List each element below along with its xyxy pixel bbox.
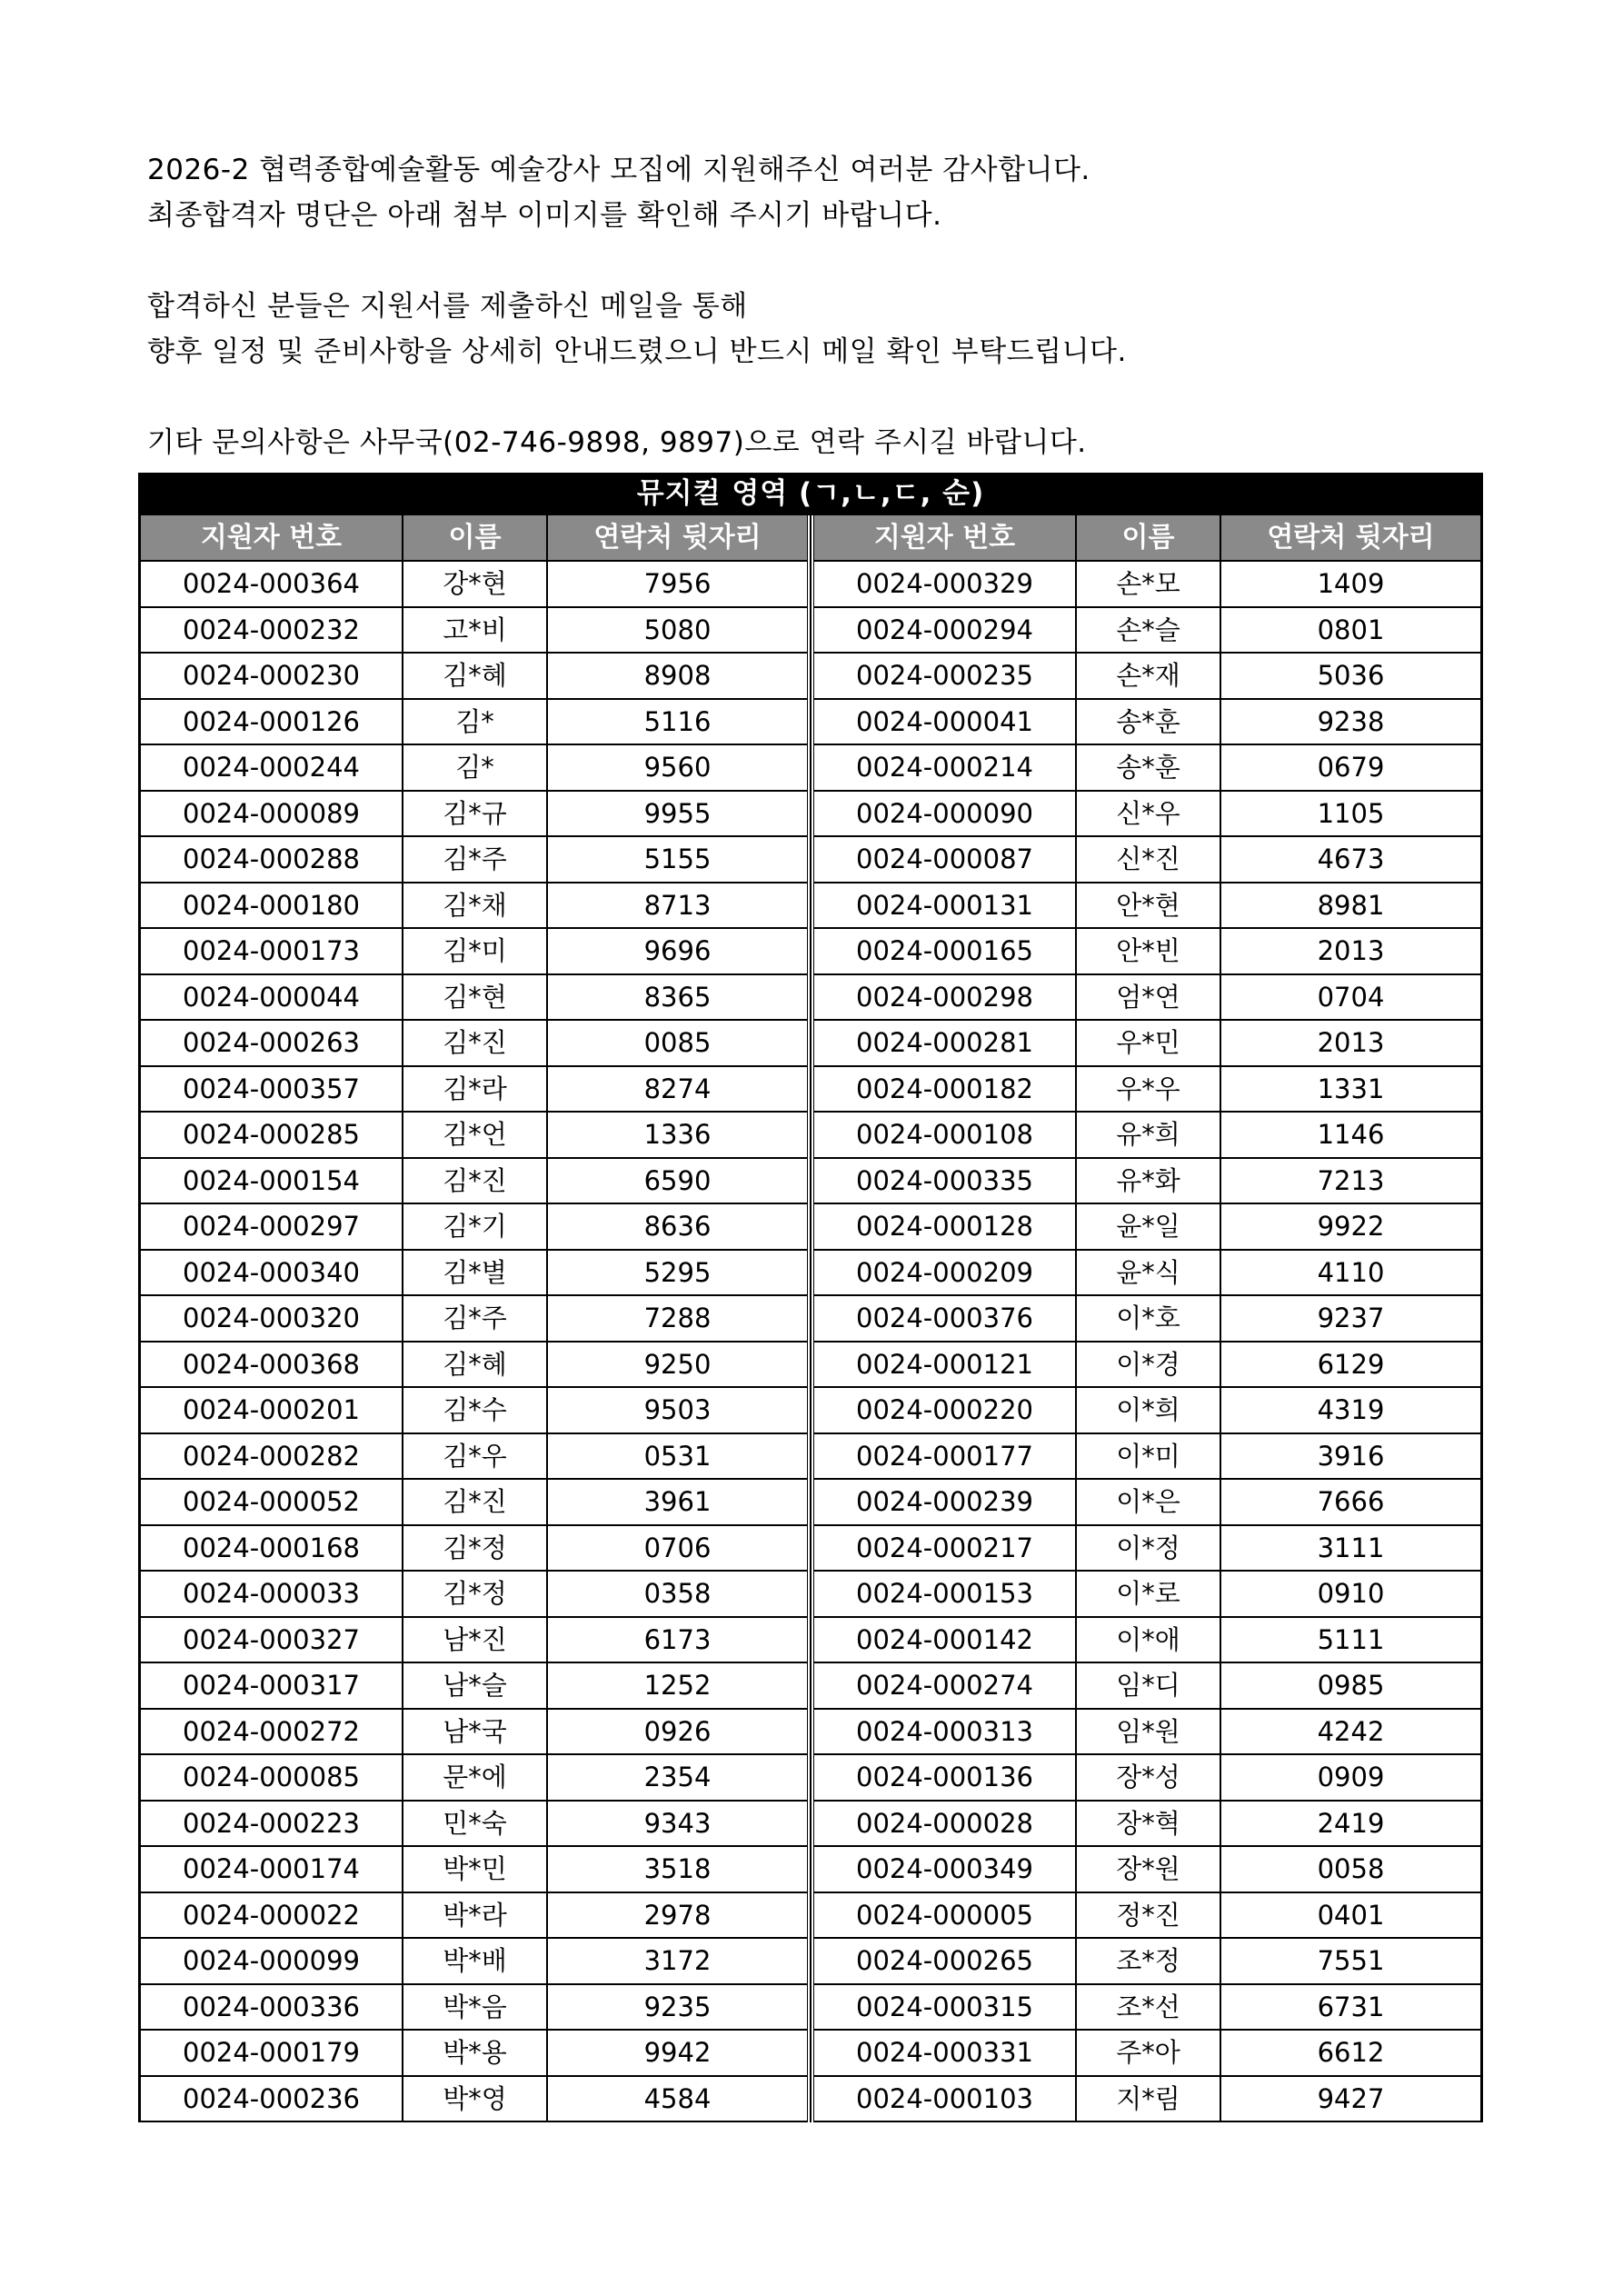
cell-phone-last-digits: 1331: [1317, 1073, 1385, 1104]
cell-phone-last-digits: 0910: [1317, 1578, 1385, 1609]
header-phone-last-digits: 연락처 뒷자리: [593, 522, 762, 554]
cell-phone-last-digits: 0358: [643, 1578, 712, 1609]
cell-applicant-number: 0024-000313: [814, 1710, 1077, 1754]
cell-name: 김*진: [403, 1159, 548, 1203]
cell-applicant-number: 0024-000263: [141, 1021, 403, 1065]
table-title: 뮤지컬 영역 (ㄱ,ㄴ,ㄷ, 순): [138, 473, 1483, 515]
table-header-left: [141, 515, 807, 562]
table-row: [141, 608, 807, 654]
cell-applicant-number: 0024-000265: [814, 1939, 1077, 1983]
table-row: [141, 1159, 807, 1205]
table-row: [814, 1159, 1480, 1205]
cell-applicant-number: 0024-000274: [814, 1663, 1077, 1708]
intro-line-1: 2026-2 협력종합예술활동 예술강사 모집에 지원해주신 여러분 감사합니다.: [147, 154, 1090, 186]
cell-applicant-number: 0024-000126: [141, 700, 403, 744]
cell-phone-last-digits: 0531: [643, 1440, 712, 1472]
table-row: [814, 1296, 1480, 1343]
cell-applicant-number: 0024-000022: [141, 1893, 403, 1938]
cell-applicant-number: 0024-000349: [814, 1847, 1077, 1892]
cell-name: 박*영: [403, 2077, 548, 2121]
cell-applicant-number: 0024-000223: [141, 1802, 403, 1846]
table-row: [141, 654, 807, 700]
intro-line-4: 향후 일정 및 준비사항을 상세히 안내드렸으니 반드시 메일 확인 부탁드립니다.: [147, 335, 1127, 368]
cell-phone-last-digits: 6129: [1317, 1348, 1385, 1380]
cell-applicant-number: 0024-000209: [814, 1251, 1077, 1295]
cell-phone-last-digits: 7288: [643, 1303, 712, 1333]
cell-name: 이*희: [1077, 1388, 1221, 1433]
cell-name: 이*정: [1077, 1526, 1221, 1571]
cell-phone-last-digits: 9942: [643, 2037, 712, 2068]
cell-name: 유*희: [1077, 1113, 1221, 1157]
cell-name: 김*언: [403, 1113, 548, 1157]
intro-line-5: 기타 문의사항은 사무국(02-746-9898, 9897)으로 연락 주시길 바랍니다.: [147, 426, 1087, 459]
cell-name: 남*국: [403, 1710, 548, 1754]
table-row: [814, 745, 1480, 792]
cell-name: 남*진: [403, 1618, 548, 1662]
cell-name: 이*미: [1077, 1434, 1221, 1479]
cell-applicant-number: 0024-000201: [141, 1388, 403, 1433]
table-row: [814, 975, 1480, 1022]
cell-applicant-number: 0024-000220: [814, 1388, 1077, 1433]
table-body-left: [141, 562, 807, 2122]
cell-name: 지*림: [1077, 2077, 1221, 2121]
cell-name: 장*원: [1077, 1847, 1221, 1892]
cell-name: 박*음: [403, 1985, 548, 2030]
cell-phone-last-digits: 2013: [1317, 935, 1385, 966]
cell-phone-last-digits: 9238: [1317, 705, 1385, 737]
table-row: [141, 1067, 807, 1113]
cell-applicant-number: 0024-000317: [141, 1663, 403, 1708]
table-row: [814, 1755, 1480, 1802]
cell-name: 송*훈: [1077, 700, 1221, 744]
table-row: [814, 1572, 1480, 1618]
header-name: 이름: [1077, 515, 1221, 560]
table-row: [814, 1480, 1480, 1526]
cell-applicant-number: 0024-000230: [141, 654, 403, 698]
cell-phone-last-digits: 9503: [643, 1394, 712, 1425]
cell-applicant-number: 0024-000236: [141, 2077, 403, 2121]
table-row: [814, 1985, 1480, 2031]
cell-phone-last-digits: 5036: [1317, 660, 1385, 691]
cell-name: 김*주: [403, 837, 548, 882]
cell-applicant-number: 0024-000182: [814, 1067, 1077, 1112]
cell-phone-last-digits: 3172: [643, 1945, 712, 1976]
cell-phone-last-digits: 8274: [643, 1073, 712, 1104]
cell-applicant-number: 0024-000085: [141, 1755, 403, 1800]
table-row: [814, 1021, 1480, 1067]
cell-phone-last-digits: 8636: [643, 1211, 712, 1242]
cell-applicant-number: 0024-000033: [141, 1572, 403, 1616]
cell-phone-last-digits: 0909: [1317, 1762, 1385, 1792]
cell-applicant-number: 0024-000177: [814, 1434, 1077, 1479]
cell-applicant-number: 0024-000331: [814, 2031, 1077, 2075]
cell-phone-last-digits: 9955: [643, 797, 712, 829]
cell-name: 조*정: [1077, 1939, 1221, 1983]
cell-phone-last-digits: 1105: [1317, 797, 1385, 829]
cell-applicant-number: 0024-000294: [814, 608, 1077, 653]
cell-applicant-number: 0024-000336: [141, 1985, 403, 2030]
cell-phone-last-digits: 6612: [1317, 2037, 1385, 2068]
cell-name: 이*호: [1077, 1296, 1221, 1341]
cell-name: 장*성: [1077, 1755, 1221, 1800]
header-name: 이름: [403, 515, 548, 560]
table-row: [141, 1113, 807, 1159]
cell-name: 안*빈: [1077, 929, 1221, 973]
table-row: [814, 1251, 1480, 1297]
cell-phone-last-digits: 3111: [1317, 1532, 1385, 1563]
cell-phone-last-digits: 0679: [1317, 752, 1385, 783]
cell-name: 안*현: [1077, 883, 1221, 928]
cell-phone-last-digits: 8981: [1317, 889, 1385, 921]
table-row: [141, 1985, 807, 2031]
table-row: [141, 1663, 807, 1710]
cell-name: 김*혜: [403, 1343, 548, 1387]
cell-phone-last-digits: 0985: [1317, 1670, 1385, 1701]
cell-applicant-number: 0024-000168: [141, 1526, 403, 1571]
table-row: [814, 1618, 1480, 1664]
cell-phone-last-digits: 2354: [643, 1762, 712, 1792]
cell-phone-last-digits: 7213: [1317, 1164, 1385, 1196]
cell-name: 이*애: [1077, 1618, 1221, 1662]
cell-name: 김*채: [403, 883, 548, 928]
cell-name: 이*로: [1077, 1572, 1221, 1616]
cell-name: 유*화: [1077, 1159, 1221, 1203]
table-row: [814, 1113, 1480, 1159]
cell-applicant-number: 0024-000154: [141, 1159, 403, 1203]
cell-applicant-number: 0024-000282: [141, 1434, 403, 1479]
cell-phone-last-digits: 5155: [643, 844, 712, 874]
cell-name: 김*규: [403, 792, 548, 836]
cell-applicant-number: 0024-000142: [814, 1618, 1077, 1662]
table-row: [141, 1893, 807, 1940]
cell-name: 이*경: [1077, 1343, 1221, 1387]
cell-name: 조*선: [1077, 1985, 1221, 2030]
cell-phone-last-digits: 3961: [643, 1486, 712, 1517]
cell-phone-last-digits: 9922: [1317, 1211, 1385, 1242]
results-table: [138, 473, 1483, 2122]
table-row: [141, 1343, 807, 1389]
table-row: [141, 1618, 807, 1664]
cell-name: 임*디: [1077, 1663, 1221, 1708]
cell-name: 박*용: [403, 2031, 548, 2075]
cell-name: 우*민: [1077, 1021, 1221, 1065]
cell-name: 김*현: [403, 975, 548, 1020]
cell-name: 주*아: [1077, 2031, 1221, 2075]
cell-name: 윤*일: [1077, 1204, 1221, 1249]
table-row: [814, 792, 1480, 838]
cell-applicant-number: 0024-000239: [814, 1480, 1077, 1524]
table-row: [141, 792, 807, 838]
cell-phone-last-digits: 0801: [1317, 614, 1385, 645]
cell-applicant-number: 0024-000099: [141, 1939, 403, 1983]
cell-phone-last-digits: 8365: [643, 981, 712, 1013]
cell-phone-last-digits: 4110: [1317, 1256, 1385, 1288]
table-row: [141, 2031, 807, 2077]
cell-phone-last-digits: 4673: [1317, 844, 1385, 874]
cell-phone-last-digits: 0401: [1317, 1899, 1385, 1931]
cell-applicant-number: 0024-000052: [141, 1480, 403, 1524]
table-row: [814, 2077, 1480, 2123]
table-body-right: [814, 562, 1480, 2122]
cell-applicant-number: 0024-000121: [814, 1343, 1077, 1387]
cell-name: 김*: [403, 700, 548, 744]
cell-applicant-number: 0024-000364: [141, 562, 403, 606]
cell-phone-last-digits: 2419: [1317, 1807, 1385, 1839]
cell-name: 박*배: [403, 1939, 548, 1983]
table-row: [141, 975, 807, 1022]
table-row: [141, 2077, 807, 2123]
table-row: [141, 837, 807, 883]
cell-phone-last-digits: 6731: [1317, 1991, 1385, 2022]
table-row: [141, 1755, 807, 1802]
cell-applicant-number: 0024-000272: [141, 1710, 403, 1754]
cell-name: 김*진: [403, 1021, 548, 1065]
cell-applicant-number: 0024-000180: [141, 883, 403, 928]
cell-applicant-number: 0024-000368: [141, 1343, 403, 1387]
cell-name: 장*혁: [1077, 1802, 1221, 1846]
cell-applicant-number: 0024-000340: [141, 1251, 403, 1295]
cell-name: 박*라: [403, 1893, 548, 1938]
cell-name: 김*라: [403, 1067, 548, 1112]
cell-applicant-number: 0024-000357: [141, 1067, 403, 1112]
table-row: [141, 1847, 807, 1893]
cell-phone-last-digits: 2978: [643, 1899, 712, 1931]
header-applicant-number: 지원자 번호: [141, 515, 403, 560]
table-row: [141, 562, 807, 608]
cell-phone-last-digits: 3916: [1317, 1440, 1385, 1472]
cell-name: 김*: [403, 745, 548, 790]
cell-name: 김*별: [403, 1251, 548, 1295]
cell-phone-last-digits: 1336: [643, 1119, 712, 1150]
table-row: [141, 745, 807, 792]
table-row: [814, 2031, 1480, 2077]
cell-applicant-number: 0024-000090: [814, 792, 1077, 836]
cell-name: 문*에: [403, 1755, 548, 1800]
cell-applicant-number: 0024-000174: [141, 1847, 403, 1892]
cell-applicant-number: 0024-000005: [814, 1893, 1077, 1938]
table-row: [141, 1388, 807, 1434]
cell-phone-last-digits: 0926: [643, 1715, 712, 1747]
table-row: [141, 1480, 807, 1526]
cell-phone-last-digits: 7551: [1317, 1945, 1385, 1976]
cell-phone-last-digits: 9343: [643, 1807, 712, 1839]
cell-phone-last-digits: 9696: [643, 935, 712, 966]
cell-applicant-number: 0024-000329: [814, 562, 1077, 606]
cell-applicant-number: 0024-000232: [141, 608, 403, 653]
table-row: [814, 1526, 1480, 1572]
table-row: [141, 1434, 807, 1481]
cell-name: 박*민: [403, 1847, 548, 1892]
cell-applicant-number: 0024-000153: [814, 1572, 1077, 1616]
cell-applicant-number: 0024-000285: [141, 1113, 403, 1157]
table-header-right: [814, 515, 1480, 562]
cell-name: 손*재: [1077, 654, 1221, 698]
cell-applicant-number: 0024-000320: [141, 1296, 403, 1341]
cell-applicant-number: 0024-000288: [141, 837, 403, 882]
table-row: [814, 1434, 1480, 1481]
table-row: [814, 1204, 1480, 1251]
table-row: [141, 883, 807, 930]
cell-phone-last-digits: 1409: [1317, 568, 1385, 599]
cell-phone-last-digits: 0704: [1317, 981, 1385, 1013]
cell-phone-last-digits: 5295: [643, 1256, 712, 1288]
cell-phone-last-digits: 7956: [643, 568, 712, 599]
cell-phone-last-digits: 4584: [643, 2082, 712, 2114]
table-row: [141, 1710, 807, 1756]
table-row: [814, 1893, 1480, 1940]
cell-name: 김*우: [403, 1434, 548, 1479]
table-row: [814, 1802, 1480, 1848]
cell-phone-last-digits: 9237: [1317, 1303, 1385, 1333]
table-row: [141, 1251, 807, 1297]
cell-name: 정*진: [1077, 1893, 1221, 1938]
table-row: [141, 1526, 807, 1572]
table-row: [814, 1847, 1480, 1893]
cell-applicant-number: 0024-000136: [814, 1755, 1077, 1800]
cell-phone-last-digits: 6590: [643, 1164, 712, 1196]
cell-name: 김*미: [403, 929, 548, 973]
table-row: [814, 700, 1480, 746]
cell-applicant-number: 0024-000041: [814, 700, 1077, 744]
table-row: [814, 562, 1480, 608]
cell-name: 송*훈: [1077, 745, 1221, 790]
cell-name: 임*원: [1077, 1710, 1221, 1754]
table-row: [141, 1204, 807, 1251]
table-right-half: [811, 515, 1483, 2122]
table-row: [141, 929, 807, 975]
table-row: [814, 1663, 1480, 1710]
cell-phone-last-digits: 2013: [1317, 1027, 1385, 1058]
cell-applicant-number: 0024-000044: [141, 975, 403, 1020]
cell-phone-last-digits: 0058: [1317, 1853, 1385, 1884]
cell-applicant-number: 0024-000281: [814, 1021, 1077, 1065]
cell-name: 남*슬: [403, 1663, 548, 1708]
cell-name: 김*수: [403, 1388, 548, 1433]
cell-name: 신*우: [1077, 792, 1221, 836]
cell-name: 민*숙: [403, 1802, 548, 1846]
cell-applicant-number: 0024-000217: [814, 1526, 1077, 1571]
table-row: [814, 1710, 1480, 1756]
cell-name: 김*주: [403, 1296, 548, 1341]
table-row: [141, 1021, 807, 1067]
cell-phone-last-digits: 9560: [643, 752, 712, 783]
cell-phone-last-digits: 3518: [643, 1853, 712, 1884]
cell-applicant-number: 0024-000315: [814, 1985, 1077, 2030]
intro-line-2: 최종합격자 명단은 아래 첨부 이미지를 확인해 주시기 바랍니다.: [147, 199, 942, 232]
table-row: [814, 1343, 1480, 1389]
table-row: [141, 700, 807, 746]
cell-applicant-number: 0024-000028: [814, 1802, 1077, 1846]
header-phone-last-digits: 연락처 뒷자리: [1267, 522, 1435, 554]
cell-phone-last-digits: 9250: [643, 1348, 712, 1380]
table-row: [814, 1939, 1480, 1985]
cell-phone-last-digits: 1252: [643, 1670, 712, 1701]
cell-applicant-number: 0024-000244: [141, 745, 403, 790]
cell-name: 김*혜: [403, 654, 548, 698]
table-left-half: [138, 515, 811, 2122]
table-row: [814, 837, 1480, 883]
cell-name: 이*은: [1077, 1480, 1221, 1524]
cell-applicant-number: 0024-000335: [814, 1159, 1077, 1203]
cell-phone-last-digits: 9235: [643, 1991, 712, 2022]
cell-applicant-number: 0024-000297: [141, 1204, 403, 1249]
cell-name: 우*우: [1077, 1067, 1221, 1112]
cell-applicant-number: 0024-000173: [141, 929, 403, 973]
cell-applicant-number: 0024-000103: [814, 2077, 1077, 2121]
cell-phone-last-digits: 5116: [643, 705, 712, 737]
cell-applicant-number: 0024-000131: [814, 883, 1077, 928]
cell-name: 고*비: [403, 608, 548, 653]
cell-applicant-number: 0024-000235: [814, 654, 1077, 698]
cell-name: 엄*연: [1077, 975, 1221, 1020]
table-row: [814, 929, 1480, 975]
cell-phone-last-digits: 1146: [1317, 1119, 1385, 1150]
cell-phone-last-digits: 6173: [643, 1623, 712, 1655]
table-row: [814, 1067, 1480, 1113]
cell-name: 김*진: [403, 1480, 548, 1524]
cell-applicant-number: 0024-000128: [814, 1204, 1077, 1249]
cell-applicant-number: 0024-000298: [814, 975, 1077, 1020]
cell-phone-last-digits: 4242: [1317, 1715, 1385, 1747]
cell-phone-last-digits: 8908: [643, 660, 712, 691]
cell-name: 강*현: [403, 562, 548, 606]
table-row: [141, 1939, 807, 1985]
cell-name: 윤*식: [1077, 1251, 1221, 1295]
table-row: [141, 1296, 807, 1343]
table-row: [814, 654, 1480, 700]
cell-applicant-number: 0024-000214: [814, 745, 1077, 790]
cell-applicant-number: 0024-000087: [814, 837, 1077, 882]
cell-phone-last-digits: 0706: [643, 1532, 712, 1563]
cell-name: 신*진: [1077, 837, 1221, 882]
cell-applicant-number: 0024-000165: [814, 929, 1077, 973]
cell-applicant-number: 0024-000089: [141, 792, 403, 836]
table-row: [814, 608, 1480, 654]
table-row: [814, 883, 1480, 930]
table-row: [141, 1572, 807, 1618]
cell-phone-last-digits: 7666: [1317, 1486, 1385, 1517]
cell-name: 손*모: [1077, 562, 1221, 606]
cell-name: 김*정: [403, 1572, 548, 1616]
intro-line-3: 합격하신 분들은 지원서를 제출하신 메일을 통해: [147, 290, 748, 323]
cell-phone-last-digits: 5111: [1317, 1623, 1385, 1655]
cell-phone-last-digits: 4319: [1317, 1394, 1385, 1425]
cell-phone-last-digits: 8713: [643, 889, 712, 921]
cell-name: 손*슬: [1077, 608, 1221, 653]
cell-name: 김*기: [403, 1204, 548, 1249]
cell-phone-last-digits: 9427: [1317, 2082, 1385, 2114]
header-applicant-number: 지원자 번호: [814, 515, 1077, 560]
cell-applicant-number: 0024-000327: [141, 1618, 403, 1662]
intro-text: [147, 147, 1510, 465]
cell-phone-last-digits: 5080: [643, 614, 712, 645]
table-row: [141, 1802, 807, 1848]
cell-applicant-number: 0024-000108: [814, 1113, 1077, 1157]
cell-applicant-number: 0024-000179: [141, 2031, 403, 2075]
cell-applicant-number: 0024-000376: [814, 1296, 1077, 1341]
table-row: [814, 1388, 1480, 1434]
cell-name: 김*정: [403, 1526, 548, 1571]
cell-phone-last-digits: 0085: [643, 1027, 712, 1058]
